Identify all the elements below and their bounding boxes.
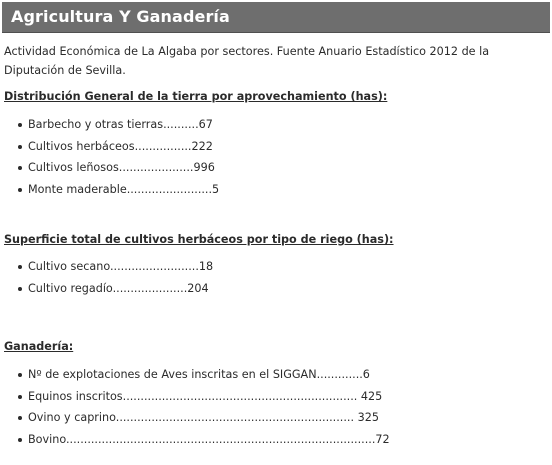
list-item: Cultivos leñosos.....................996	[18, 157, 219, 179]
list-item: Cultivo regadío.....................204	[18, 278, 213, 300]
land-distribution-heading: Distribución General de la tierra por aprovechamiento (has):	[4, 90, 388, 103]
list-item: Bovino.......................................................................................72	[18, 429, 390, 451]
land-distribution-list	[18, 114, 219, 200]
list-item: Nº de explotaciones de Aves inscritas en el SIGGAN.............6	[18, 364, 390, 386]
page-title: Agricultura Y Ganadería	[11, 7, 230, 26]
list-item: Equinos inscritos.................................................................. 425	[18, 386, 390, 408]
list-item: Ovino y caprino................................................................... 325	[18, 407, 390, 429]
list-item: Barbecho y otras tierras..........67	[18, 114, 219, 136]
irrigation-heading: Superficie total de cultivos herbáceos por tipo de riego (has):	[4, 233, 394, 246]
list-item: Cultivos herbáceos................222	[18, 136, 219, 158]
intro-text: Actividad Económica de La Algaba por sectores. Fuente Anuario Estadístico 2012 de la Diputación de Sevilla.	[4, 45, 490, 77]
irrigation-list	[18, 256, 213, 299]
header-bar	[2, 2, 550, 33]
livestock-heading: Ganadería:	[4, 340, 74, 353]
list-item: Cultivo secano.........................18	[18, 256, 213, 278]
list-item: Monte maderable........................5	[18, 179, 219, 201]
livestock-list	[18, 364, 390, 450]
